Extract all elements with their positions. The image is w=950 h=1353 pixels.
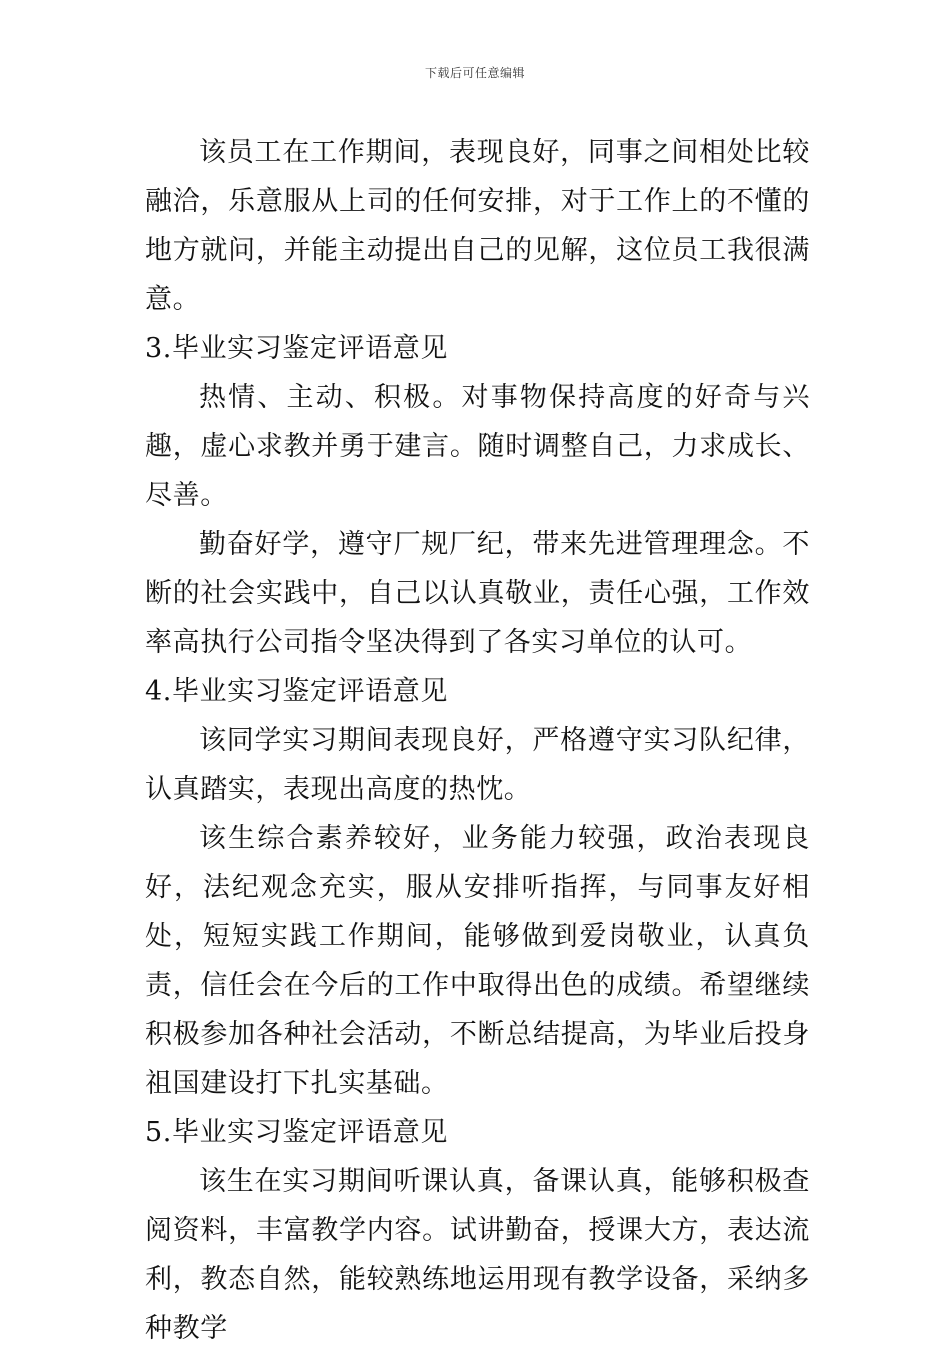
- page-header: 下载后可任意编辑: [424, 66, 525, 80]
- document-body: [145, 128, 810, 1353]
- paragraph: 该同学实习期间表现良好，严格遵守实习队纪律，认真踏实，表现出高度的热忱。: [145, 725, 810, 805]
- section-heading: 3.毕业实习鉴定评语意见: [145, 333, 448, 364]
- section-heading: 5.毕业实习鉴定评语意见: [145, 1117, 448, 1148]
- paragraph: 该员工在工作期间，表现良好，同事之间相处比较融洽，乐意服从上司的任何安排，对于工作上的不懂的地方就问，并能主动提出自己的见解，这位员工我很满意。: [145, 137, 810, 315]
- section-heading: 4.毕业实习鉴定评语意见: [145, 676, 448, 707]
- paragraph: 热情、主动、积极。对事物保持高度的好奇与兴趣，虚心求教并勇于建言。随时调整自己，力求成长、尽善。: [145, 382, 810, 511]
- paragraph: 该生综合素养较好，业务能力较强，政治表现良好，法纪观念充实，服从安排听指挥，与同事友好相处，短短实践工作期间，能够做到爱岗敬业，认真负责，信任会在今后的工作中取得出色的成绩。希望继续积极参加各种社会活动，不断总结提高，为毕业后投身祖国建设打下扎实基础。: [145, 823, 810, 1099]
- paragraph: 勤奋好学，遵守厂规厂纪，带来先进管理理念。不断的社会实践中，自己以认真敬业，责任心强，工作效率高执行公司指令坚决得到了各实习单位的认可。: [145, 529, 810, 658]
- paragraph: 该生在实习期间听课认真，备课认真，能够积极查阅资料，丰富教学内容。试讲勤奋，授课大方，表达流利，教态自然，能较熟练地运用现有教学设备，采纳多种教学: [145, 1166, 810, 1344]
